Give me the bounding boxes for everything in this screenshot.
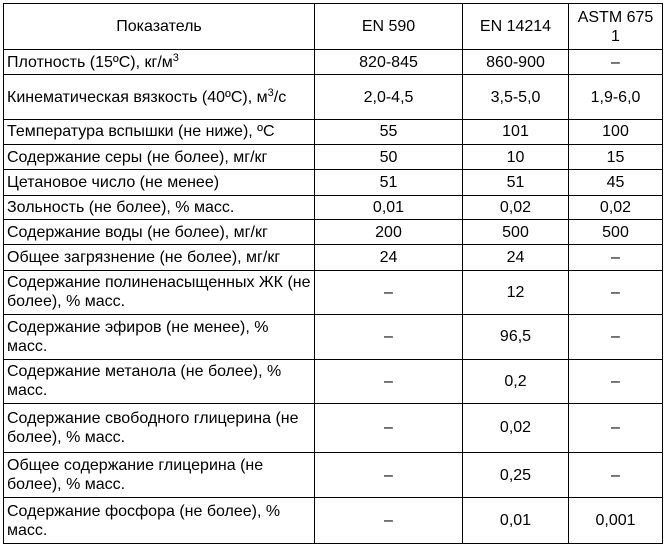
header-row [4, 4, 663, 50]
row-indicator-name [4, 270, 315, 315]
value-astm: – [569, 452, 663, 498]
unit-superscript: 3 [267, 86, 274, 99]
value-en14214: 860-900 [463, 50, 569, 75]
value-en14214: 0,25 [463, 452, 569, 498]
indicator-unit-suffix: /с [273, 88, 287, 106]
indicator-text: Содержание эфиров (не менее), % масс. [7, 318, 269, 355]
value-en14214: 500 [463, 220, 569, 245]
table-row [4, 245, 663, 270]
value-en590: 0,01 [315, 195, 463, 219]
row-indicator-name [4, 359, 315, 404]
value-en590: – [315, 270, 463, 315]
table-row [4, 498, 663, 544]
value-astm: 0,02 [569, 195, 663, 219]
table-row [4, 270, 663, 315]
indicator-text: Содержание фосфора (не более), % масс. [7, 502, 281, 539]
value-en14214: 0,02 [463, 195, 569, 219]
table-body [4, 50, 663, 544]
value-en590: – [315, 452, 463, 498]
value-en590: – [315, 315, 463, 360]
value-en590: 820-845 [315, 50, 463, 75]
value-astm: 100 [569, 119, 663, 144]
value-astm: 500 [569, 220, 663, 245]
indicator-text: Общее загрязнение (не более), мг/кг [7, 248, 281, 266]
value-astm: 45 [569, 170, 663, 195]
indicator-text: Цетановое число (не менее) [7, 174, 220, 192]
value-en14214: 24 [463, 245, 569, 270]
indicator-text: Кинематическая вязкость (40ºС), м [7, 88, 268, 106]
value-en590: – [315, 498, 463, 544]
table-row [4, 315, 663, 360]
indicator-text: Содержание метанола (не более), % масс. [7, 363, 282, 400]
value-en14214: 0,01 [463, 498, 569, 544]
header-indicator: Показатель [4, 4, 315, 50]
indicator-text: Содержание серы (не более), мг/кг [7, 148, 268, 166]
row-indicator-name [4, 195, 315, 219]
value-en590: – [315, 359, 463, 404]
value-astm: – [569, 359, 663, 404]
table-row [4, 220, 663, 245]
row-indicator-name [4, 50, 315, 75]
table-row [4, 50, 663, 75]
table-row [4, 195, 663, 219]
value-en590: 200 [315, 220, 463, 245]
value-astm: – [569, 315, 663, 360]
table-row [4, 359, 663, 404]
indicator-text: Температура вспышки (не ниже), ºС [7, 123, 275, 141]
value-en590: 55 [315, 119, 463, 144]
header-astm: ASTM 675 1 [569, 4, 663, 50]
indicator-text: Общее содержание глицерина (не более), % масс. [7, 457, 264, 494]
indicator-text: Плотность (15ºС), кг/м [7, 53, 173, 71]
table-row [4, 75, 663, 120]
row-indicator-name [4, 498, 315, 544]
row-indicator-name [4, 404, 315, 453]
header-en590: EN 590 [315, 4, 463, 50]
value-astm: 15 [569, 145, 663, 170]
indicator-text: Содержание полиненасыщенных ЖК (не более), % масс. [7, 274, 311, 311]
value-en590: – [315, 404, 463, 453]
value-en590: 51 [315, 170, 463, 195]
indicator-text: Зольность (не более), % масс. [7, 198, 235, 216]
value-astm: – [569, 404, 663, 453]
value-en14214: 96,5 [463, 315, 569, 360]
table-row [4, 404, 663, 453]
table-row [4, 145, 663, 170]
row-indicator-name [4, 220, 315, 245]
table-row [4, 119, 663, 144]
value-en14214: 51 [463, 170, 569, 195]
row-indicator-name [4, 315, 315, 360]
properties-table [3, 3, 663, 544]
value-astm: – [569, 50, 663, 75]
row-indicator-name [4, 452, 315, 498]
value-astm: 1,9-6,0 [569, 75, 663, 120]
value-en14214: 0,02 [463, 404, 569, 453]
value-astm: – [569, 270, 663, 315]
value-en590: 2,0-4,5 [315, 75, 463, 120]
row-indicator-name [4, 170, 315, 195]
table-row [4, 170, 663, 195]
unit-superscript: 3 [172, 51, 179, 64]
value-en14214: 10 [463, 145, 569, 170]
row-indicator-name [4, 119, 315, 144]
row-indicator-name [4, 145, 315, 170]
value-en14214: 12 [463, 270, 569, 315]
table-row [4, 452, 663, 498]
value-en14214: 3,5-5,0 [463, 75, 569, 120]
value-en14214: 101 [463, 119, 569, 144]
value-astm: 0,001 [569, 498, 663, 544]
value-en14214: 0,2 [463, 359, 569, 404]
row-indicator-name [4, 245, 315, 270]
row-indicator-name [4, 75, 315, 120]
value-astm: – [569, 245, 663, 270]
value-en590: 50 [315, 145, 463, 170]
value-en590: 24 [315, 245, 463, 270]
indicator-text: Содержание свободного глицерина (не более), % масс. [7, 409, 299, 446]
header-en14214: EN 14214 [463, 4, 569, 50]
indicator-text: Содержание воды (не более), мг/кг [7, 223, 268, 241]
